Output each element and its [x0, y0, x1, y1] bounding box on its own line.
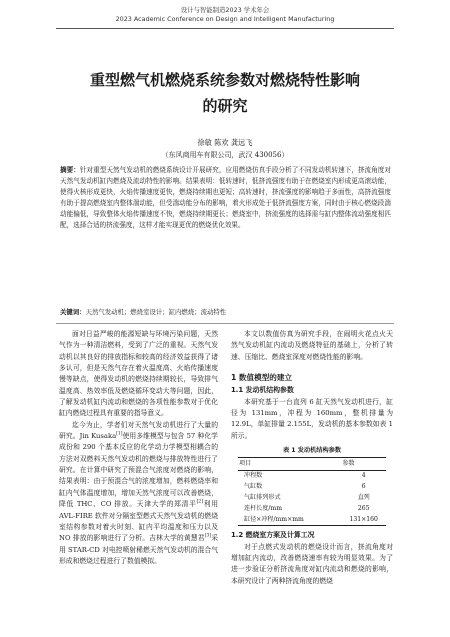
abstract-separator — [56, 323, 394, 324]
table-cell-value: 6 — [361, 483, 366, 491]
para2-text-d: 采用 STAR-CD 对电控喷射稀燃天然气发动机的混合气形成和燃烧过程进行了数值模拟。 — [59, 534, 219, 565]
subsection-heading-1-2: 1.2 燃烧室方案及计算工况 — [231, 531, 315, 540]
authors: 徐敏 陈欢 龚远飞 — [197, 138, 253, 147]
table-cell-item: 连杆长度/mm — [244, 504, 282, 512]
table-row — [238, 493, 386, 504]
table-row — [238, 471, 386, 482]
left-column — [59, 329, 218, 567]
paper-title-line1: 重型燃气机燃烧系统参数对燃烧特性影响 — [89, 71, 360, 89]
table-cell-value: 直列 — [357, 494, 370, 502]
intro-paragraph-2 — [59, 420, 218, 567]
para2-text-a: 迄今为止，学者们对天然气发动机进行了大量的研究。Jin Kusaka — [59, 420, 218, 441]
keywords-text: 天然气发动机；燃烧室设计；缸内燃烧；流动特性 — [85, 308, 227, 316]
citation-1[interactable]: [1] — [116, 431, 123, 437]
affiliation: （东风商用车有限公司，武汉 430056） — [161, 151, 289, 159]
engine-parameter-table — [238, 457, 386, 526]
intro-paragraph-3: 本文以数值仿真为研究手段，在闹明火花点火天然气发动机缸内流动及燃烧特征的基础上，分析了转速、压缩比、燃烧室深度对燃烧性能的影响。 — [231, 330, 393, 361]
table-cell-value: 131×160 — [349, 515, 378, 523]
subsection-heading-1-1: 1.1 发动机结构参数 — [231, 386, 294, 395]
table-cell-item: 缸径×冲程/mm×mm — [244, 515, 304, 523]
paper-title-line2: 的研究 — [202, 97, 248, 115]
citation-2[interactable]: [2] — [196, 499, 204, 505]
para2-text-c: 利用 AVL-FIRE 软件对分隔室型燃式天然气发动机的燃烧室结构参数对着火时刻、缸内平均温度和压力以及 NO 排放的影响进行了分析。吉林大学的黄慧君 — [59, 500, 218, 543]
table-cell-value: 4 — [361, 472, 366, 480]
table-cell-item: 气缸数 — [244, 483, 263, 491]
engine-params-paragraph: 本研究基于一台直列 6 缸天然气发动机进行，缸径为 131mm，冲程为 160mm，整机排量为 12.9L，单缸排量 2.155L，发动机的基本参数如表 1 所示。 — [231, 397, 393, 440]
running-header-en: 2023 Academic Conference on Design and Intelligent Manufacturing — [115, 15, 335, 23]
table-row — [238, 515, 386, 526]
abstract-text: 针对重型天然气发动机的燃烧系统设计开展研究，应用燃烧仿真手段分析了不同发动机转速下，挤流角度对天然气发动机缸内燃烧及流动特性的影响。结果表明：低转速时，低挤流强度有助于在燃烧室内形成更高滚动能，使得火核形成更快，火焰传播速度更快，燃烧持续期也更短；高转速时，挤流强度的影响趋于多面性，高挤流强度有助于提高燃烧室内整体湍动能，但受湍动能分布的影响，着火形成处于低挤流强度方案，同时由于核心燃烧段湍动能偏低，导致整体火焰传播速度不快，燃烧持续期更长；燃烧室中，挤流强度的选择需与缸内整体流动强度相匹配，选择合适的挤流强度，这样才能实现更优的燃烧优化效果。 — [60, 166, 392, 229]
table-header-item: 项目 — [238, 458, 341, 471]
abstract — [60, 165, 391, 230]
citation-3[interactable]: [3] — [204, 533, 212, 539]
header-rule — [56, 28, 394, 29]
table-header-value: 参数 — [341, 458, 386, 471]
table-caption: 表 1 发动机结构参数 — [282, 447, 342, 455]
table-row — [238, 482, 386, 493]
section-heading-1: 1 数值模型的建立 — [231, 373, 293, 383]
keywords — [60, 307, 391, 316]
table-header-row — [238, 458, 386, 471]
table-row — [238, 504, 386, 515]
running-header-cn: 设计与智能制造2023 学术年会 — [180, 6, 270, 14]
right-column — [231, 329, 393, 587]
intro-paragraph-1: 面对日益严峻的能源短缺与环境污染问题，天然气作为一种清洁燃料，受到了广泛的重视。天然气发动机以其良好的排放指标和较高的经济效益获得了诸多认可，但是天然气存在着火温度高、火焰传播速度慢等缺点，使得发动机的燃烧持续期较长，导致排气温度高、热效率低及燃烧循环变动大等问题，因此，了解发动机缸内流动和燃烧的各项性能参数对于优化缸内燃烧过程具有重要的指导意义。 — [59, 330, 218, 418]
abstract-label: 摘要： — [60, 166, 80, 174]
table-cell-value: 265 — [357, 504, 370, 512]
table-cell-item: 冲程数 — [244, 472, 263, 480]
keywords-label: 关键词： — [60, 308, 86, 316]
combustion-chamber-paragraph: 对于点燃式发动机的燃烧设计而言，挤流角度对增加缸内流动，改善燃烧速率有较为明显效果。为了进一步验证分析挤流角度对缸内流动和燃烧的影响，本研究设计了两种挤流角度的燃烧 — [231, 542, 393, 585]
table-cell-item: 气缸排列形式 — [244, 494, 281, 502]
para2-text-b: 使用多维模型与包含 57 种化学成份和 290 个基本反应的化学动力学模型相耦合的方法对双燃料天然气发动机的燃烧与排放特性进行了研究。在计算中研究了预混合气浓度对燃烧的影响，结果表明：由于预混合气的浓度增加，燃料燃烧率和缸内气体温度增加，增加天然气浓度可以改善燃烧，降低 THC、CO 排放。天津大学的郑清平 — [59, 432, 218, 509]
